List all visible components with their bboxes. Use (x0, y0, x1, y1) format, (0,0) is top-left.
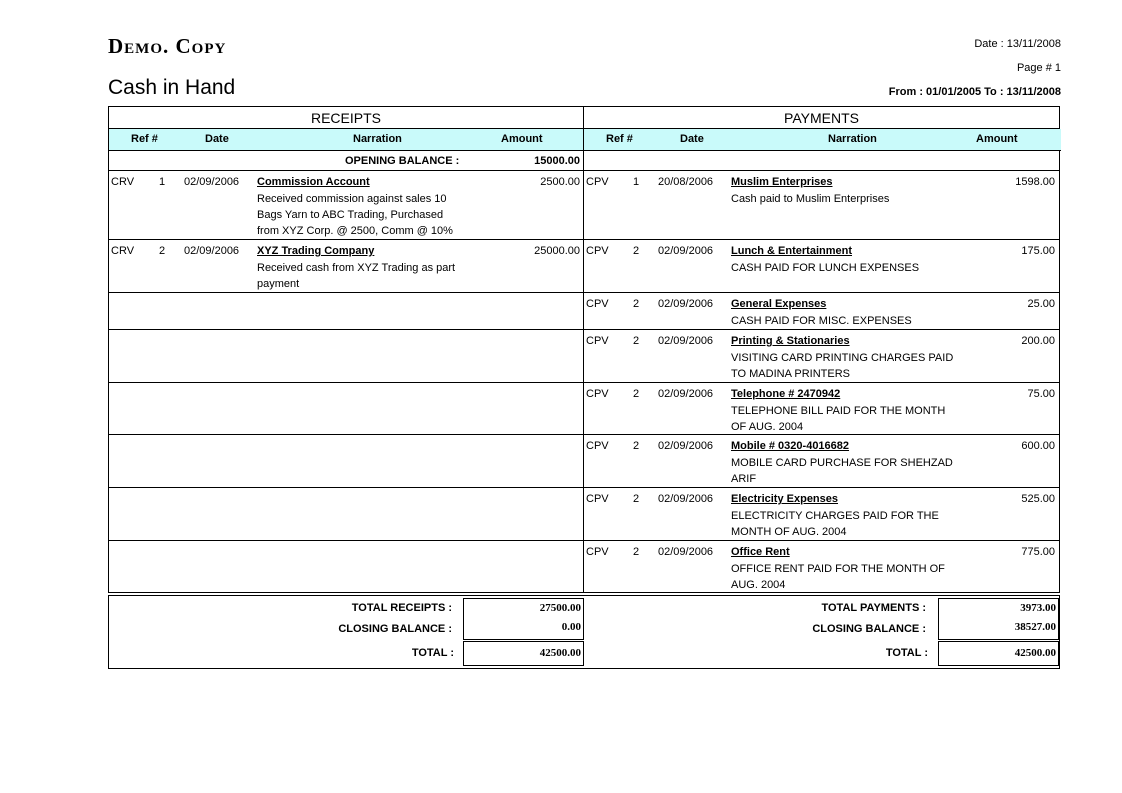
totals-section (108, 595, 1060, 669)
payment-narration-line: TO MADINA PRINTERS (731, 368, 850, 380)
payment-type: CPV (586, 335, 609, 347)
payment-number: 2 (633, 493, 640, 505)
receipts-title: RECEIPTS (109, 107, 583, 129)
payment-type: CPV (586, 440, 609, 452)
payment-amount: 1598.00 (1015, 176, 1055, 188)
payment-date: 02/09/2006 (658, 546, 714, 558)
receipts-ref-header: Ref # (131, 133, 158, 145)
payments-grand-total-label: TOTAL : (885, 647, 928, 659)
total-payments-label: TOTAL PAYMENTS : (821, 602, 926, 614)
receipt-narration-line: from XYZ Corp. @ 2500, Comm @ 10% (257, 225, 453, 237)
payment-number: 2 (633, 388, 640, 400)
payment-amount: 75.00 (1027, 388, 1055, 400)
payment-amount: 200.00 (1021, 335, 1055, 347)
receipt-type: CRV (111, 245, 135, 257)
payment-account: General Expenses (731, 298, 827, 310)
receipts-narration-header: Narration (353, 133, 402, 145)
page-number: Page # 1 (1016, 62, 1061, 74)
report-title: Cash in Hand (108, 76, 236, 99)
payment-amount: 600.00 (1021, 440, 1055, 452)
receipts-closing-value: 0.00 (561, 621, 581, 633)
report-period: From : 01/01/2005 To : 13/11/2008 (888, 86, 1061, 98)
payment-account: Telephone # 2470942 (731, 388, 841, 400)
payment-narration-line: CASH PAID FOR LUNCH EXPENSES (731, 262, 920, 274)
payment-type: CPV (586, 298, 609, 310)
receipt-amount: 25000.00 (534, 245, 580, 257)
payment-date: 02/09/2006 (658, 493, 714, 505)
total-payments-value: 3973.00 (1020, 602, 1056, 614)
payment-account: Printing & Stationaries (731, 335, 850, 347)
payment-narration-line: MONTH OF AUG. 2004 (731, 526, 847, 538)
receipt-account: XYZ Trading Company (257, 245, 375, 257)
payment-type: CPV (586, 245, 609, 257)
receipt-type: CRV (111, 176, 135, 188)
payment-number: 2 (633, 245, 640, 257)
receipt-number: 1 (159, 176, 166, 188)
payments-narration-header: Narration (828, 133, 877, 145)
receipts-closing-label: CLOSING BALANCE : (338, 623, 452, 635)
receipt-date: 02/09/2006 (184, 176, 240, 188)
receipt-narration-line: Received commission against sales 10 (257, 193, 447, 205)
payment-type: CPV (586, 176, 609, 188)
payment-date: 02/09/2006 (658, 388, 714, 400)
payment-amount: 525.00 (1021, 493, 1055, 505)
payment-amount: 775.00 (1021, 546, 1055, 558)
total-receipts-label: TOTAL RECEIPTS : (351, 602, 452, 614)
payment-narration-line: OFFICE RENT PAID FOR THE MONTH OF (731, 563, 945, 575)
payments-ref-header: Ref # (606, 133, 633, 145)
payment-narration-line: AUG. 2004 (731, 579, 786, 591)
receipts-date-header: Date (205, 133, 229, 145)
payment-narration-line: CASH PAID FOR MISC. EXPENSES (731, 315, 912, 327)
receipt-narration-line: payment (257, 278, 300, 290)
payment-narration-line: MOBILE CARD PURCHASE FOR SHEHZAD (731, 457, 953, 469)
receipts-amount-header: Amount (501, 133, 543, 145)
payment-type: CPV (586, 546, 609, 558)
receipt-account: Commission Account (257, 176, 370, 188)
payments-grand-total-value: 42500.00 (1014, 647, 1056, 659)
receipt-number: 2 (159, 245, 166, 257)
payment-narration-line: OF AUG. 2004 (731, 421, 804, 433)
payment-amount: 25.00 (1027, 298, 1055, 310)
receipts-grand-total-label: TOTAL : (411, 647, 454, 659)
payment-date: 20/08/2006 (658, 176, 714, 188)
payment-narration-line: ELECTRICITY CHARGES PAID FOR THE (731, 510, 939, 522)
payment-date: 02/09/2006 (658, 335, 714, 347)
receipt-amount: 2500.00 (540, 176, 580, 188)
payment-number: 1 (633, 176, 640, 188)
payment-type: CPV (586, 388, 609, 400)
receipt-narration-line: Bags Yarn to ABC Trading, Purchased (257, 209, 444, 221)
payment-account: Office Rent (731, 546, 790, 558)
payment-number: 2 (633, 440, 640, 452)
payment-date: 02/09/2006 (658, 298, 714, 310)
total-receipts-value: 27500.00 (539, 602, 581, 614)
receipt-date: 02/09/2006 (184, 245, 240, 257)
company-name: Demo. Copy (108, 34, 227, 58)
receipts-grand-total-value: 42500.00 (539, 647, 581, 659)
payment-account: Mobile # 0320-4016682 (731, 440, 850, 452)
payment-narration-line: TELEPHONE BILL PAID FOR THE MONTH (731, 405, 946, 417)
payments-date-header: Date (680, 133, 704, 145)
payment-narration-line: ARIF (731, 473, 757, 485)
payment-date: 02/09/2006 (658, 245, 714, 257)
column-divider (583, 107, 584, 592)
cash-book-table (108, 106, 1060, 593)
payments-closing-value: 38527.00 (1014, 621, 1056, 633)
payments-closing-label: CLOSING BALANCE : (812, 623, 926, 635)
payment-date: 02/09/2006 (658, 440, 714, 452)
opening-balance-amount: 15000.00 (534, 155, 580, 167)
payments-title: PAYMENTS (584, 107, 1059, 129)
payment-narration-line: Cash paid to Muslim Enterprises (731, 193, 890, 205)
payment-narration-line: VISITING CARD PRINTING CHARGES PAID (731, 352, 954, 364)
payment-number: 2 (633, 546, 640, 558)
payment-number: 2 (633, 298, 640, 310)
opening-balance-label: OPENING BALANCE : (345, 155, 460, 167)
report-date: Date : 13/11/2008 (974, 38, 1061, 50)
payment-number: 2 (633, 335, 640, 347)
payments-column-header (584, 129, 1061, 151)
payment-type: CPV (586, 493, 609, 505)
payment-account: Muslim Enterprises (731, 176, 833, 188)
payment-account: Lunch & Entertainment (731, 245, 853, 257)
receipts-column-header (109, 129, 583, 151)
receipt-narration-line: Received cash from XYZ Trading as part (257, 262, 456, 274)
payment-account: Electricity Expenses (731, 493, 839, 505)
payment-amount: 175.00 (1021, 245, 1055, 257)
payments-amount-header: Amount (976, 133, 1018, 145)
